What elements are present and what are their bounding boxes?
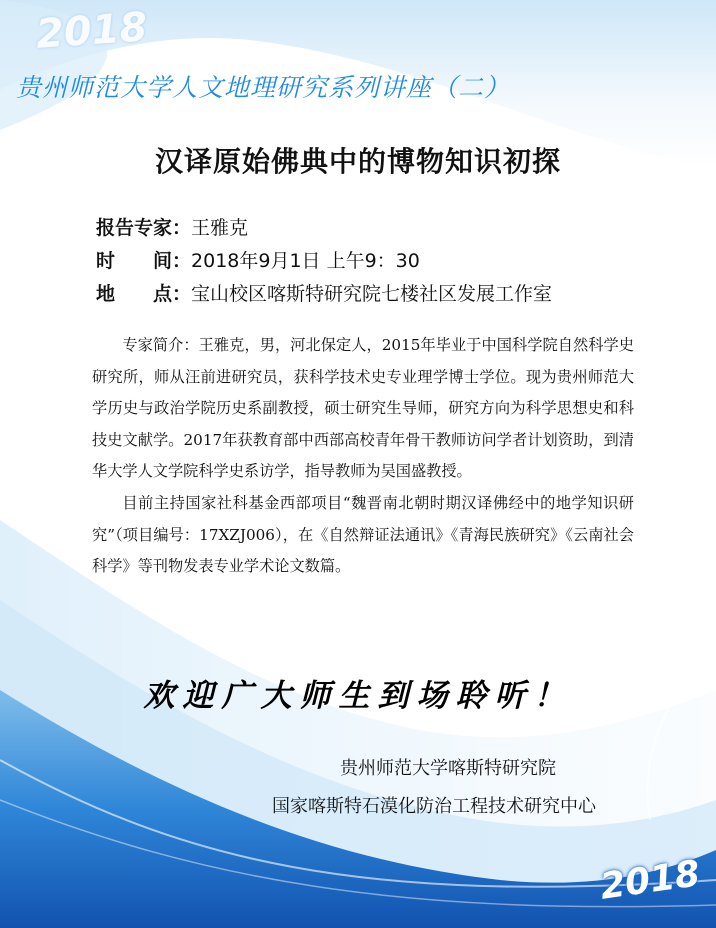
place-label: 地 点： [96, 283, 192, 305]
year-watermark-top: 2018 [34, 4, 149, 58]
bio-paragraph-1: 专家简介：王雅克，男，河北保定人，2015年毕业于中国科学院自然科学史研究所，师从汪前进研究员，获科学技术史专业理学博士学位。现为贵州师范大学历史与政治学院历史系副教授，硕士研究生导师，研究方向为科学思想史和科技史文献学。2017年获教育部中西部高校青年骨干教师访问学者计划资助，到清华大学人文学院科学史系访学，指导教师为吴国盛教授。 [92, 336, 634, 481]
organizer-institute: 贵州师范大学喀斯特研究院 [340, 758, 556, 779]
place-value: 宝山校区喀斯特研究院七楼社区发展工作室 [191, 283, 553, 305]
speaker-value: 王雅克 [191, 217, 249, 239]
lecture-title: 汉译原始佛典中的博物知识初探 [154, 145, 561, 178]
welcome-slogan: 欢迎广大师生到场聆听！ [143, 678, 573, 714]
lecture-info [96, 212, 552, 311]
speaker-label: 报告专家： [96, 217, 192, 239]
year-watermark-bottom: 2018 [597, 853, 703, 908]
time-label: 时 间： [96, 250, 192, 272]
organizer-center: 国家喀斯特石漠化防治工程技术研究中心 [272, 796, 596, 817]
speaker-bio [92, 330, 634, 583]
place-row [96, 278, 552, 311]
lecture-series-title: 贵州师范大学人文地理研究系列讲座（二） [16, 73, 511, 102]
time-value: 2018年9月1日 上午9：30 [191, 250, 420, 272]
bio-paragraph-2: 目前主持国家社科基金西部项目“魏晋南北朝时期汉译佛经中的地学知识研究”（项目编号：17XZJ006），在《自然辩证法通讯》《青海民族研究》《云南社会科学》等刊物发表专业学术论文数篇。 [92, 493, 634, 576]
speaker-row [96, 212, 552, 245]
time-row [96, 245, 552, 278]
